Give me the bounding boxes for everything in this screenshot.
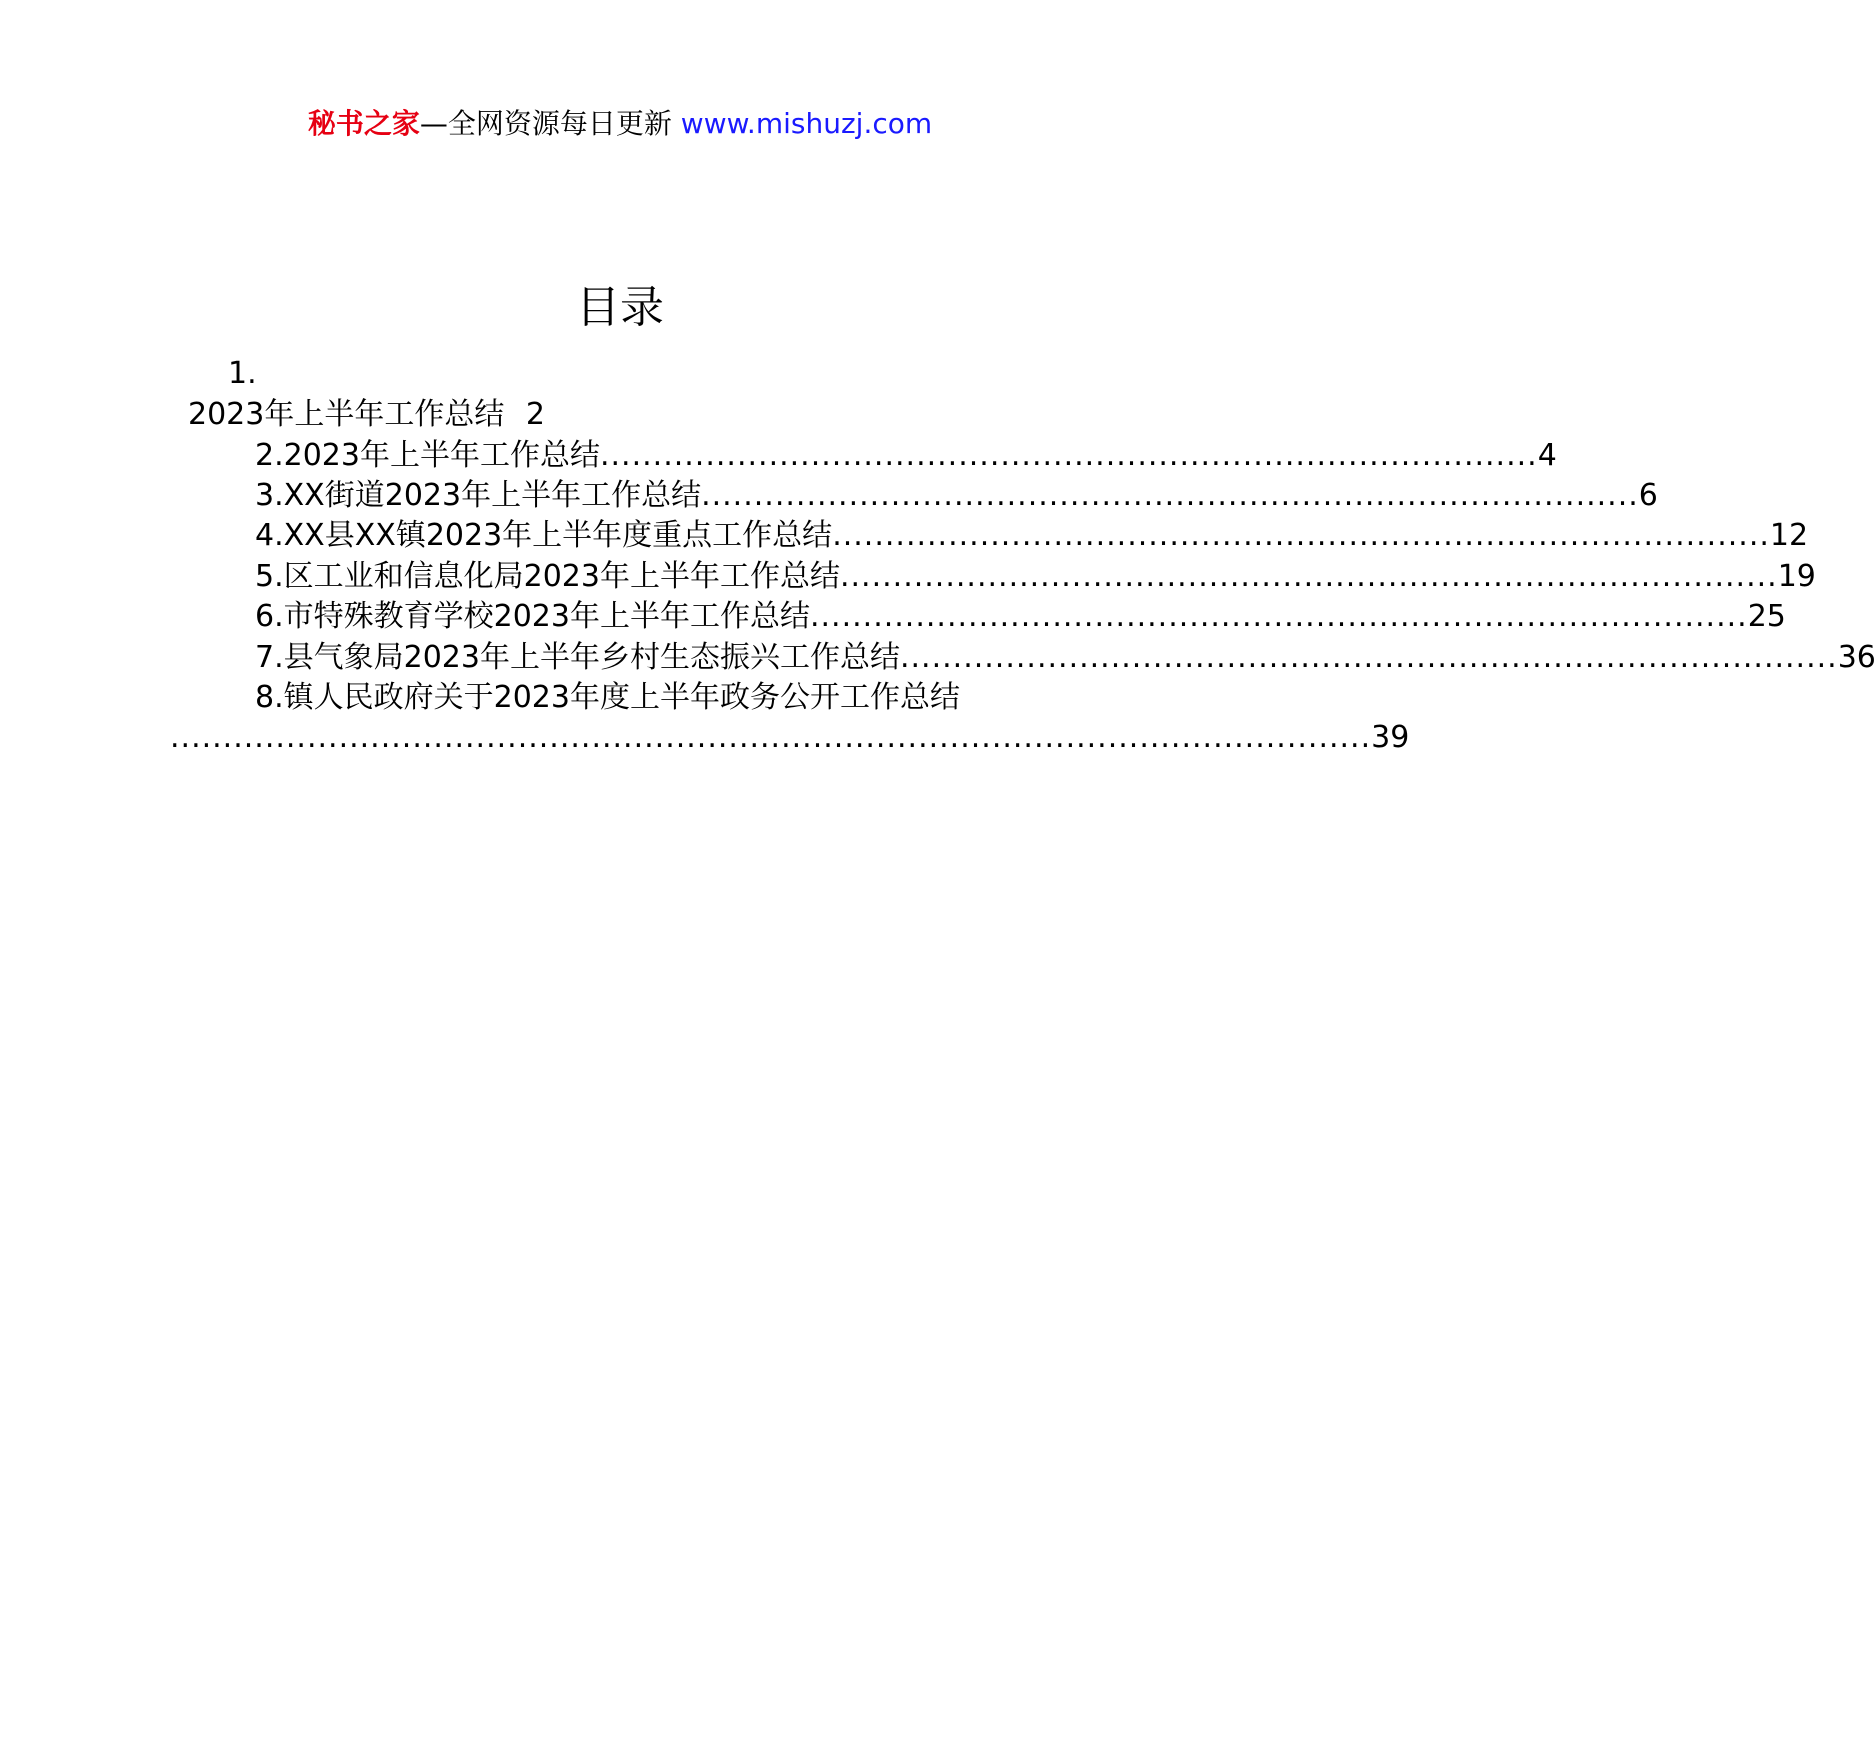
toc-entry-page: 36 — [1837, 640, 1876, 675]
toc-entry-1-label: 2023年上半年工作总结 — [188, 397, 505, 432]
toc-entry-8-page: 39 — [1371, 720, 1410, 755]
toc-entry-page: 12 — [1769, 518, 1809, 553]
toc-entry-page: 25 — [1747, 599, 1786, 634]
toc-entry-1[interactable] — [188, 393, 545, 437]
dot-leader: ......................................................................................... — [701, 478, 1639, 513]
dot-leader: ......................................................................................... — [809, 599, 1748, 634]
toc-entry-2[interactable] — [255, 434, 1557, 478]
toc-entry-4[interactable] — [255, 514, 1809, 558]
toc-entry-7[interactable] — [255, 636, 1876, 680]
toc-entry-label: 6.市特殊教育学校2023年上半年工作总结 — [255, 599, 810, 634]
dot-leader: .................................................................................................................. — [170, 720, 1372, 755]
toc-entry-3[interactable] — [255, 474, 1658, 518]
toc-entry-1-page: 2 — [525, 397, 545, 432]
toc-entry-6[interactable] — [255, 595, 1786, 639]
toc-entry-page: 6 — [1638, 478, 1658, 513]
toc-entry-page: 19 — [1777, 559, 1816, 594]
toc-entry-page: 4 — [1537, 438, 1557, 473]
toc-entry-8-label[interactable]: 8.镇人民政府关于2023年度上半年政务公开工作总结 — [255, 680, 960, 715]
dot-leader: ......................................................................................... — [832, 518, 1770, 553]
brand-name: 秘书之家 — [307, 107, 420, 140]
toc-entry-5[interactable] — [255, 555, 1816, 599]
dot-leader: ......................................................................................... — [599, 438, 1538, 473]
toc-entry-label: 2.2023年上半年工作总结 — [255, 438, 600, 473]
toc-entry-8-leader-line — [170, 716, 1410, 760]
toc-entry-label: 4.XX县XX镇2023年上半年度重点工作总结 — [255, 518, 833, 553]
site-link[interactable]: www.mishuzj.com — [680, 107, 933, 140]
dot-leader: ......................................................................................... — [839, 559, 1778, 594]
toc-entry-1-number: 1. — [228, 356, 257, 391]
toc-title: 目录 — [576, 282, 664, 333]
toc-entry-label: 7.县气象局2023年上半年乡村生态振兴工作总结 — [255, 640, 900, 675]
toc-entry-label: 3.XX街道2023年上半年工作总结 — [255, 478, 702, 513]
toc-entry-label: 5.区工业和信息化局2023年上半年工作总结 — [255, 559, 840, 594]
dot-leader: ......................................................................................... — [899, 640, 1838, 675]
header-tagline: —全网资源每日更新 — [419, 107, 672, 140]
